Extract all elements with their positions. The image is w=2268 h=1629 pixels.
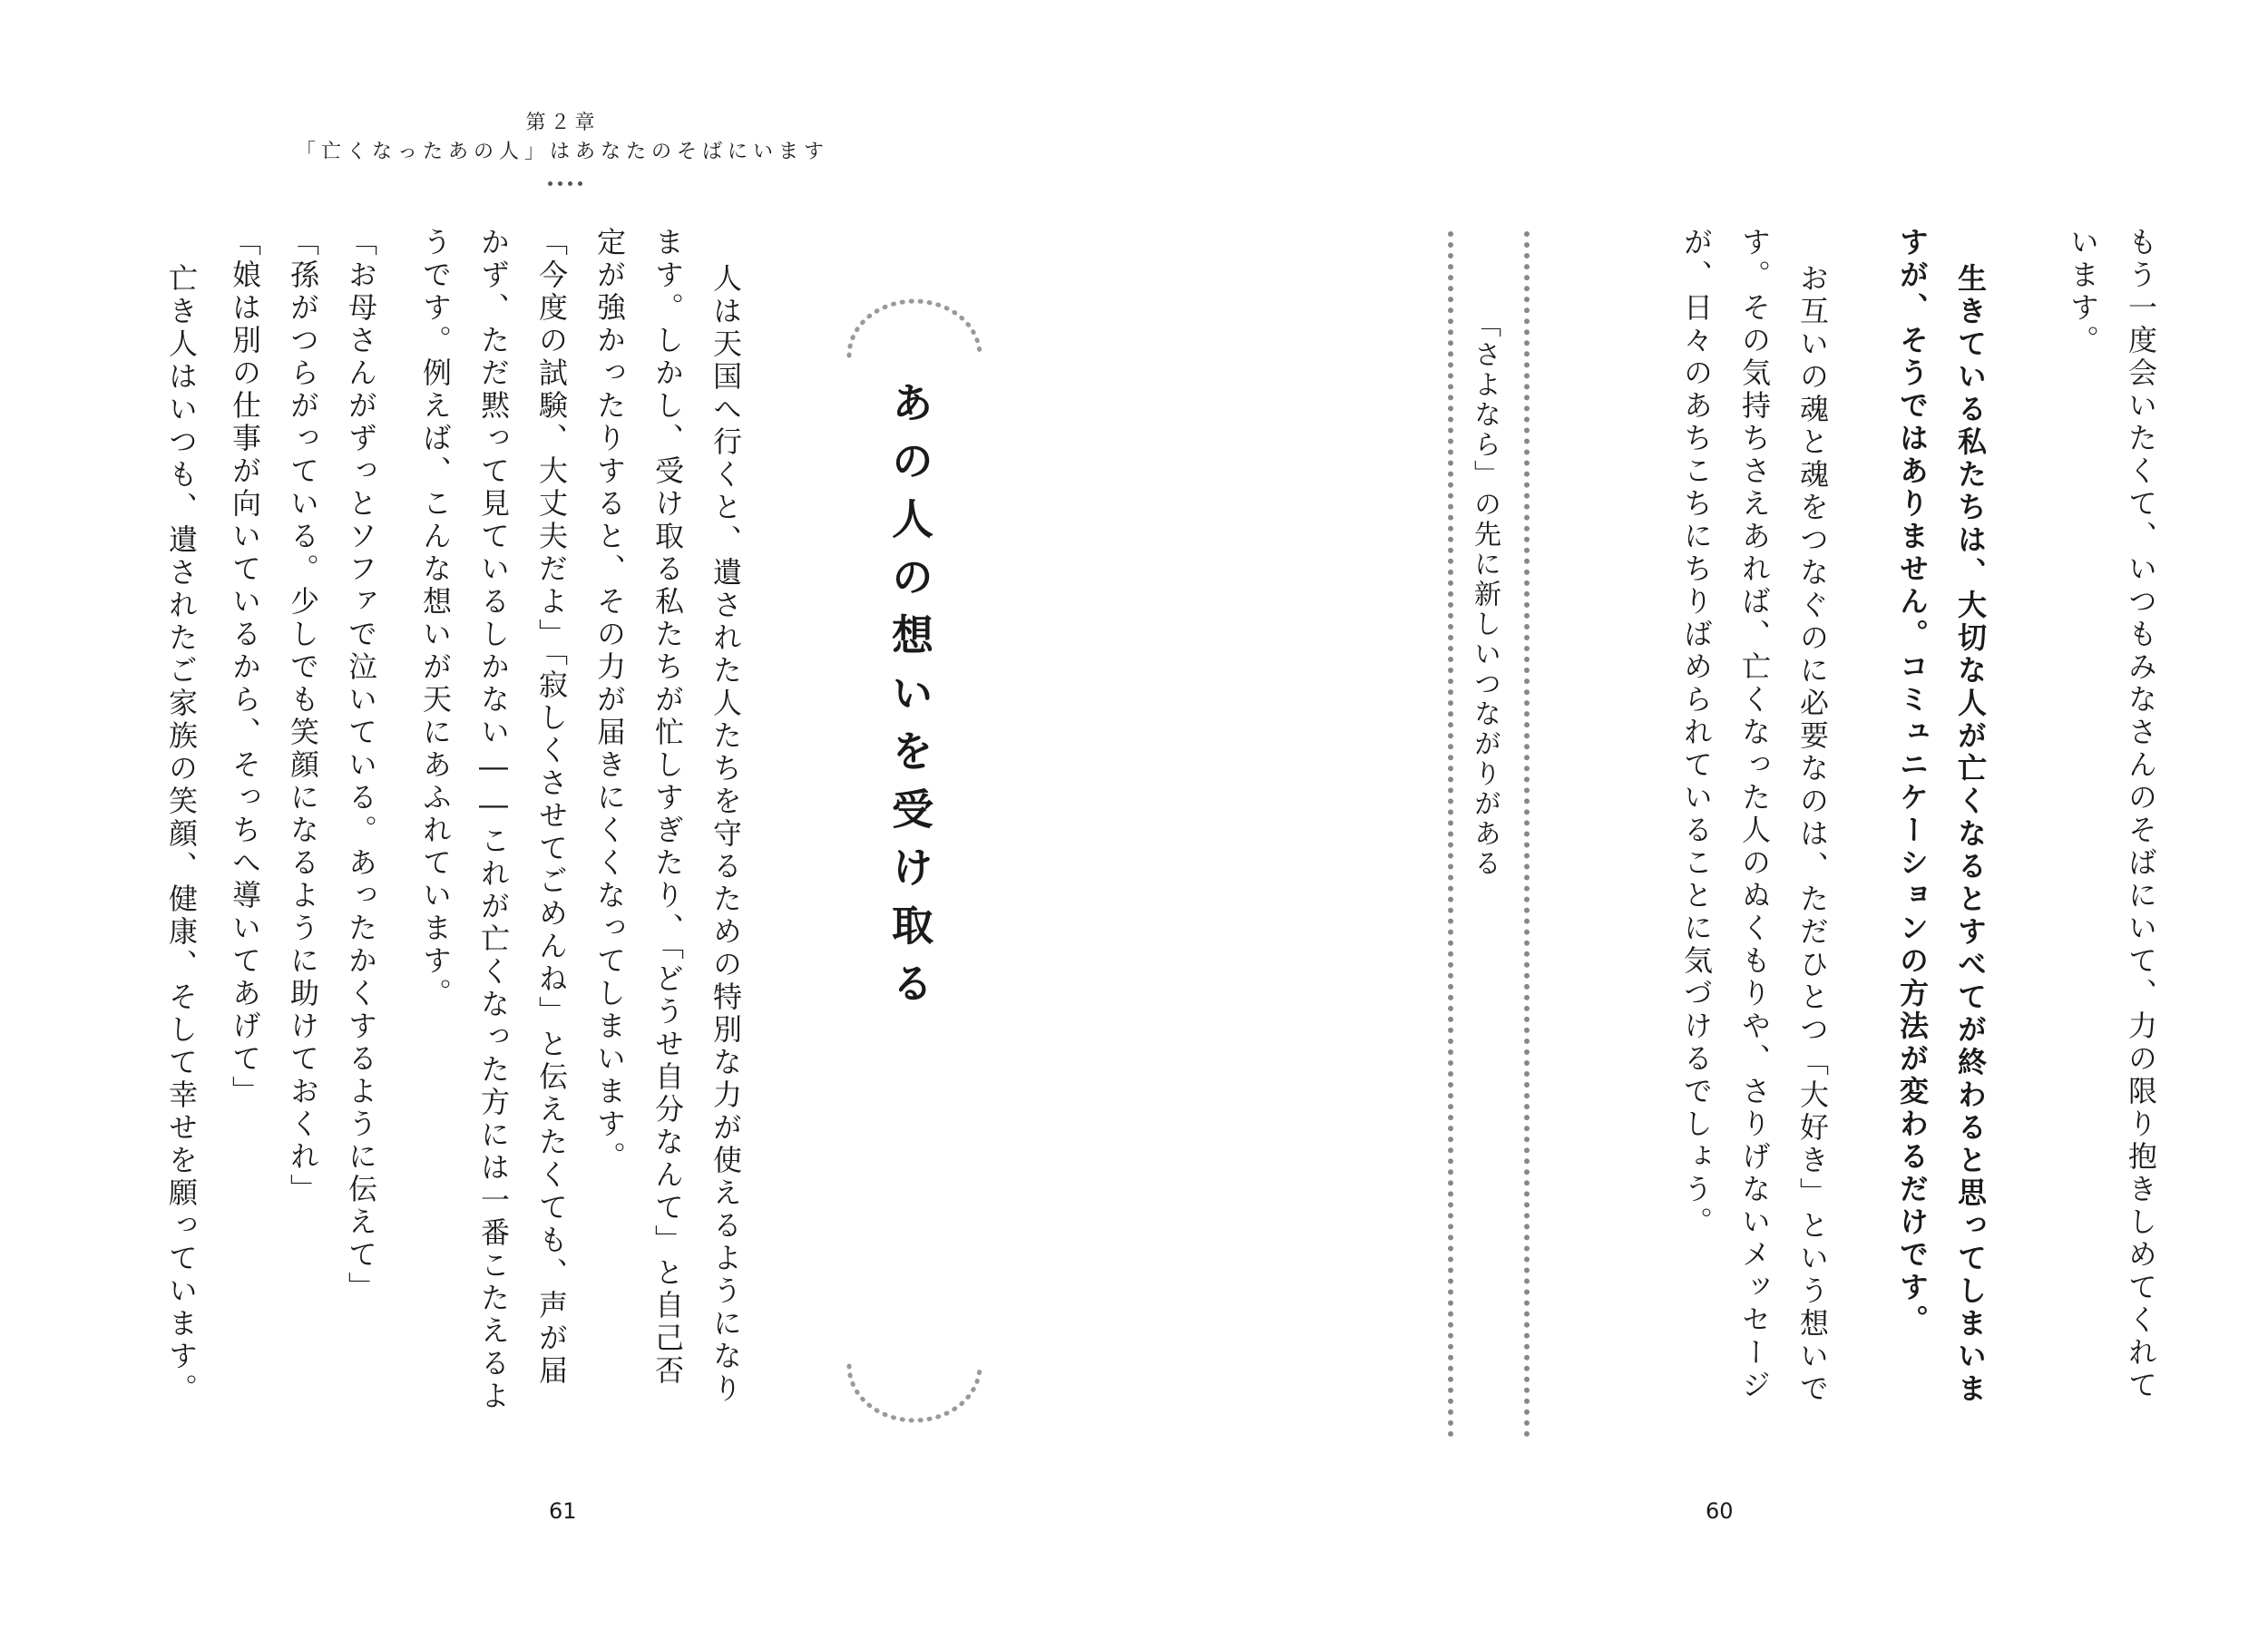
body-line: が、日々のあちこちにちりばめられていることに気づけるでしょう。: [1679, 227, 1714, 1239]
body-line: 「お母さんがずっとソファで泣いている。あったかくするように伝えて」: [344, 227, 378, 1304]
body-line: うです。例えば、こんな想いが天にあふれています。: [418, 227, 453, 1010]
subheading: 「さよなら」の先に新しいつながりがある: [1469, 310, 1501, 879]
body-line: 「孫がつらがっている。少しでも笑顔になるように助けておくれ」: [286, 227, 320, 1206]
body-line: 「今度の試験、大丈夫だよ」「寂しくさせてごめんね」と伝えたくても、声が届: [534, 227, 569, 1388]
body-line: かず、ただ黙って見ているしかない――これが亡くなった方には一番こたえるよ: [476, 227, 511, 1413]
right-page: [1134, 0, 2268, 1629]
body-line: ます。しかし、受け取る私たちが忙しすぎたり、「どうせ自分なんて」と自己否: [650, 227, 685, 1388]
page-number: 61: [549, 1498, 577, 1524]
header-ornament: [548, 181, 582, 186]
body-line: 「娘は別の仕事が向いているから、そっちへ導いてあげて」: [228, 227, 262, 1108]
body-line-emphasis: 生きている私たちは、大切な人が亡くなるとすべてが終わると思ってしまいま: [1953, 263, 1988, 1406]
body-line: 人は天国へ行くと、遺された人たちを守るための特別な力が使えるようになり: [709, 263, 743, 1406]
body-line: います。: [2066, 227, 2100, 357]
page-number: 60: [1706, 1498, 1734, 1524]
section-heading: あの人の想いを受け取る: [885, 381, 934, 1019]
body-line: す。その気持ちさえあれば、亡くなった人のぬくもりや、さりげないメッセージ: [1737, 227, 1772, 1402]
body-line-emphasis: すが、そうではありません。コミュニケーションの方法が変わるだけです。: [1895, 227, 1930, 1337]
body-line: 定が強かったりすると、その力が届きにくくなってしまいます。: [592, 227, 627, 1174]
body-line: 亡き人はいつも、遺されたご家族の笑顔、健康、そして幸せを願っています。: [164, 263, 199, 1406]
body-line: もう一度会いたくて、いつもみなさんのそばにいて、力の限り抱きしめてくれて: [2124, 227, 2158, 1402]
heading-arc-bottom: [842, 1361, 987, 1433]
subheading-rule-right: [1524, 231, 1530, 1438]
body-line: お互いの魂と魂をつなぐのに必要なのは、ただひとつ「大好き」という想いで: [1795, 263, 1830, 1406]
left-page: 第２章 「亡くなったあの人」はあなたのそばにいます あの人の想いを受け取る 人は天国へ行くと、遺された人たちを守るための特別な力が使えるようになり ます。しかし、受け取る私たちが忙しすぎたり、「どうせ自分なんて」と自己否 定が強かったりすると、その力が届きにくくなってしまいます。 「今度の試験、大丈夫だよ」「寂しくさせてごめんね」と伝えたくても、声が届 かず、ただ黙って見ているしかない――これが亡くなった方には一番こたえるよ うです。例えば、こんな想いが天にあふれています。 「お母さんがずっとソファで泣いている。あったかくするように伝えて」 「孫がつらがっている。少しでも笑顔になるように助けておくれ」 「娘は別の仕事が向いているから、そっちへ導いてあげて」 亡き人はいつも、遺されたご家族の笑顔、健康、そして幸せを願っています。 61: [0, 0, 1134, 1629]
subheading-rule-left: [1448, 231, 1453, 1438]
heading-arc-top: [842, 288, 987, 361]
